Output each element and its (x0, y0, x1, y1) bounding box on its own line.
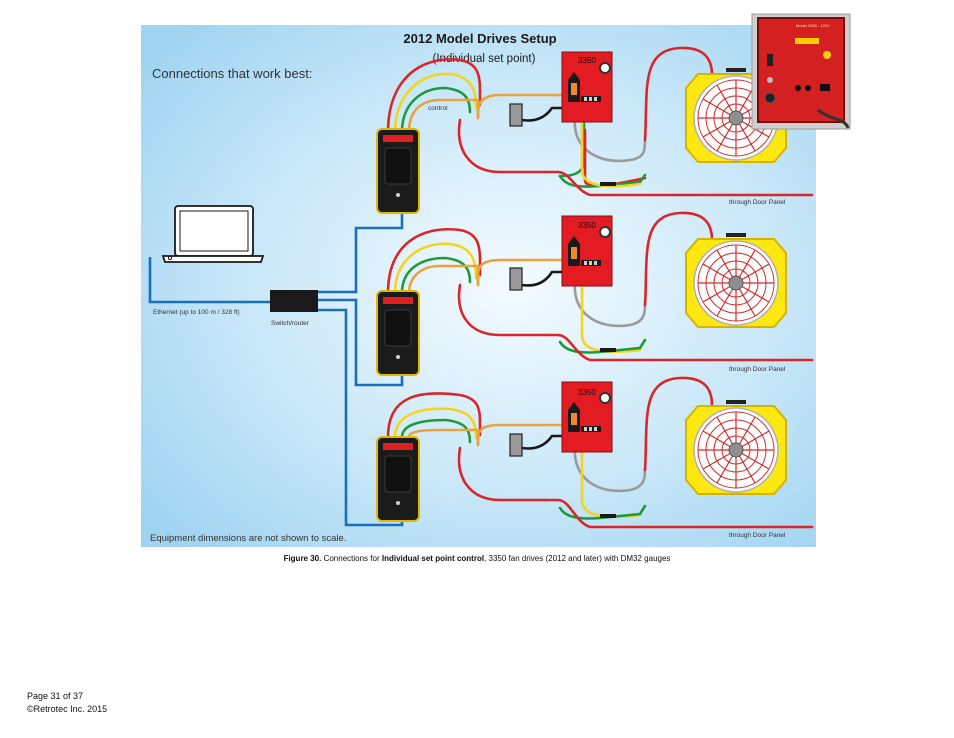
diagram-title: 2012 Model Drives Setup (403, 31, 557, 46)
door-panel-label-1: through Door Panel (729, 199, 786, 206)
diagram-subtitle: (Individual set point) (432, 53, 536, 65)
figure-caption (0, 554, 954, 563)
drive-photo-inset (752, 14, 850, 129)
door-port-2 (510, 268, 522, 290)
ethernet-label: Ethernet (up to 100 m / 328 ft) (153, 309, 240, 316)
laptop-icon (163, 206, 263, 262)
caption-text-a: Connections for (321, 554, 382, 563)
gauge-3 (377, 437, 419, 521)
gauge-2 (377, 291, 419, 375)
door-panel-label-3: through Door Panel (729, 532, 786, 539)
gauge-1 (377, 129, 419, 213)
drive-label-3: 3350 (578, 388, 596, 397)
control-label: control (428, 105, 448, 112)
caption-figure-number: Figure 30. (283, 554, 322, 563)
photo-label: Model 3350 - 120V (796, 23, 830, 28)
drive-label-2: 3350 (578, 221, 596, 230)
door-port-1 (510, 104, 522, 126)
switch-label: Switch/router (271, 320, 309, 327)
scale-note: Equipment dimensions are not shown to scale. (150, 533, 347, 544)
fan-3 (686, 400, 786, 494)
connections-heading: Connections that work best: (152, 66, 313, 81)
caption-emphasis: Individual set point control (381, 554, 485, 563)
copyright: ©Retrotec Inc. 2015 (27, 704, 108, 714)
fan-2 (686, 233, 786, 327)
caption-text-b: , 3350 fan drives (2012 and later) with DM32 gauges (484, 554, 671, 563)
door-panel-label-2: through Door Panel (729, 366, 786, 373)
page-number: Page 31 of 37 (27, 691, 84, 701)
switch-router-icon (270, 290, 318, 312)
door-port-3 (510, 434, 522, 456)
drive-label-1: 3350 (578, 56, 596, 65)
